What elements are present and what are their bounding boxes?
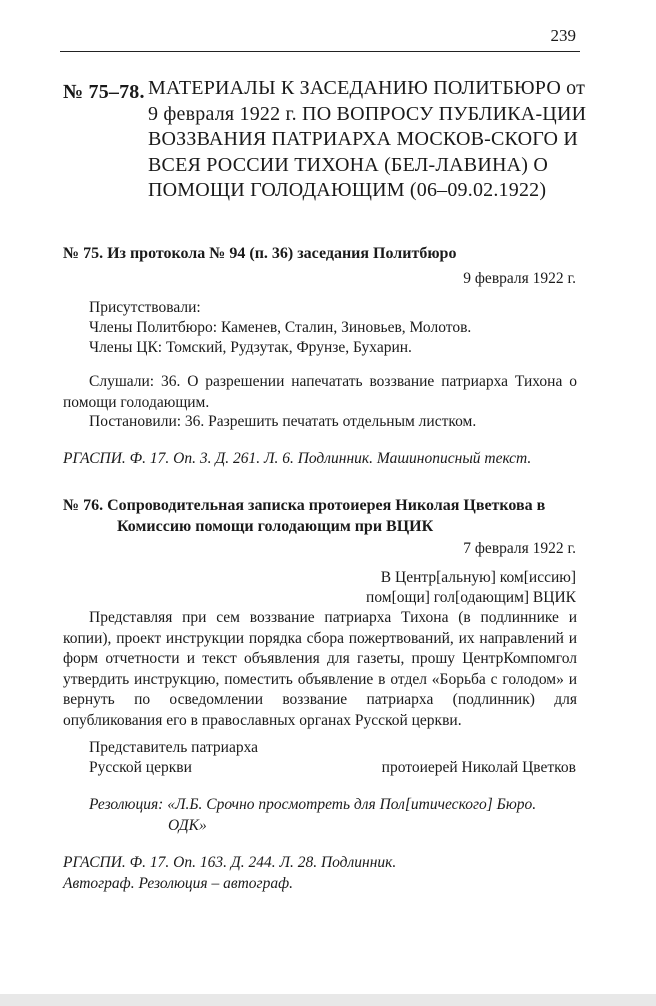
doc76-source-line1: РГАСПИ. Ф. 17. Оп. 163. Д. 244. Л. 28. Подлинник. — [63, 854, 397, 871]
doc76-body: Представляя при сем воззвание патриарха Тихона (в подлиннике и копии), проект инструкции порядка сбора пожертвований, их направлений и форм отчетности и текст объявления для газеты, прошу ЦентрКомпомгол утвердить инструкцию, поместить объявление в отдел «Борьба с голодом» и вернуть по осведомлении воззвание патриарха (подлинник) для опубликования его в православных органах Русской церкви. — [63, 609, 577, 729]
header-rule — [60, 51, 580, 52]
doc76-date: 7 февраля 1922 г. — [463, 540, 576, 557]
doc75-present-label: Присутствовали: — [89, 299, 201, 316]
doc76-addressee-line1: В Центр[альную] ком[иссию] — [380, 569, 576, 586]
doc76-signature-role-line2: Русской церкви — [89, 759, 192, 776]
doc76-heading-line1: № 76. Сопроводительная записка протоиерея Николая Цветкова в — [63, 497, 546, 514]
doc75-cc-members: Члены ЦК: Томский, Рудзутак, Фрунзе, Бухарин. — [89, 339, 412, 356]
doc76-resolution-line2: ОДК» — [168, 817, 207, 834]
doc75-politburo-members: Члены Политбюро: Каменев, Сталин, Зиновьев, Молотов. — [89, 319, 472, 336]
doc76-heading-line2: Комиссию помощи голодающим при ВЦИК — [117, 518, 434, 535]
doc76-signature-role-line1: Представитель патриарха — [89, 739, 259, 756]
doc75-resolved: Постановили: 36. Разрешить печатать отдельным листком. — [89, 413, 477, 430]
collection-title: МАТЕРИАЛЫ К ЗАСЕДАНИЮ ПОЛИТБЮРО от 9 февраля 1922 г. ПО ВОПРОСУ ПУБЛИКА-ЦИИ ВОЗЗВАНИЯ ПАТРИАРХА МОСКОВ-СКОГО И ВСЕЯ РОССИИ ТИХОНА (БЕЛ-ЛАВИНА) О ПОМОЩИ ГОЛОДАЮЩИМ (06–09.02.1922) — [148, 77, 587, 202]
doc75-heading: № 75. Из протокола № 94 (п. 36) заседания Политбюро — [63, 245, 457, 262]
doc76-source-line2: Автограф. Резолюция – автограф. — [63, 875, 293, 892]
doc75-date: 9 февраля 1922 г. — [463, 270, 576, 287]
doc76-signature-name: протоиерей Николай Цветков — [381, 759, 576, 776]
doc75-heard: Слушали: 36. О разрешении напечатать воззвание патриарха Тихона о помощи голодающим. — [63, 373, 577, 411]
doc75-source: РГАСПИ. Ф. 17. Оп. 3. Д. 261. Л. 6. Подлинник. Машинописный текст. — [63, 450, 532, 467]
page-bottom-edge — [0, 994, 656, 1006]
doc76-addressee-line2: пом[ощи] гол[одающим] ВЦИК — [366, 589, 576, 606]
doc76-resolution-line1: Резолюция: «Л.Б. Срочно просмотреть для Пол[итического] Бюро. — [89, 796, 537, 813]
collection-number: № 75–78. — [63, 81, 145, 103]
page-number: 239 — [550, 26, 576, 45]
